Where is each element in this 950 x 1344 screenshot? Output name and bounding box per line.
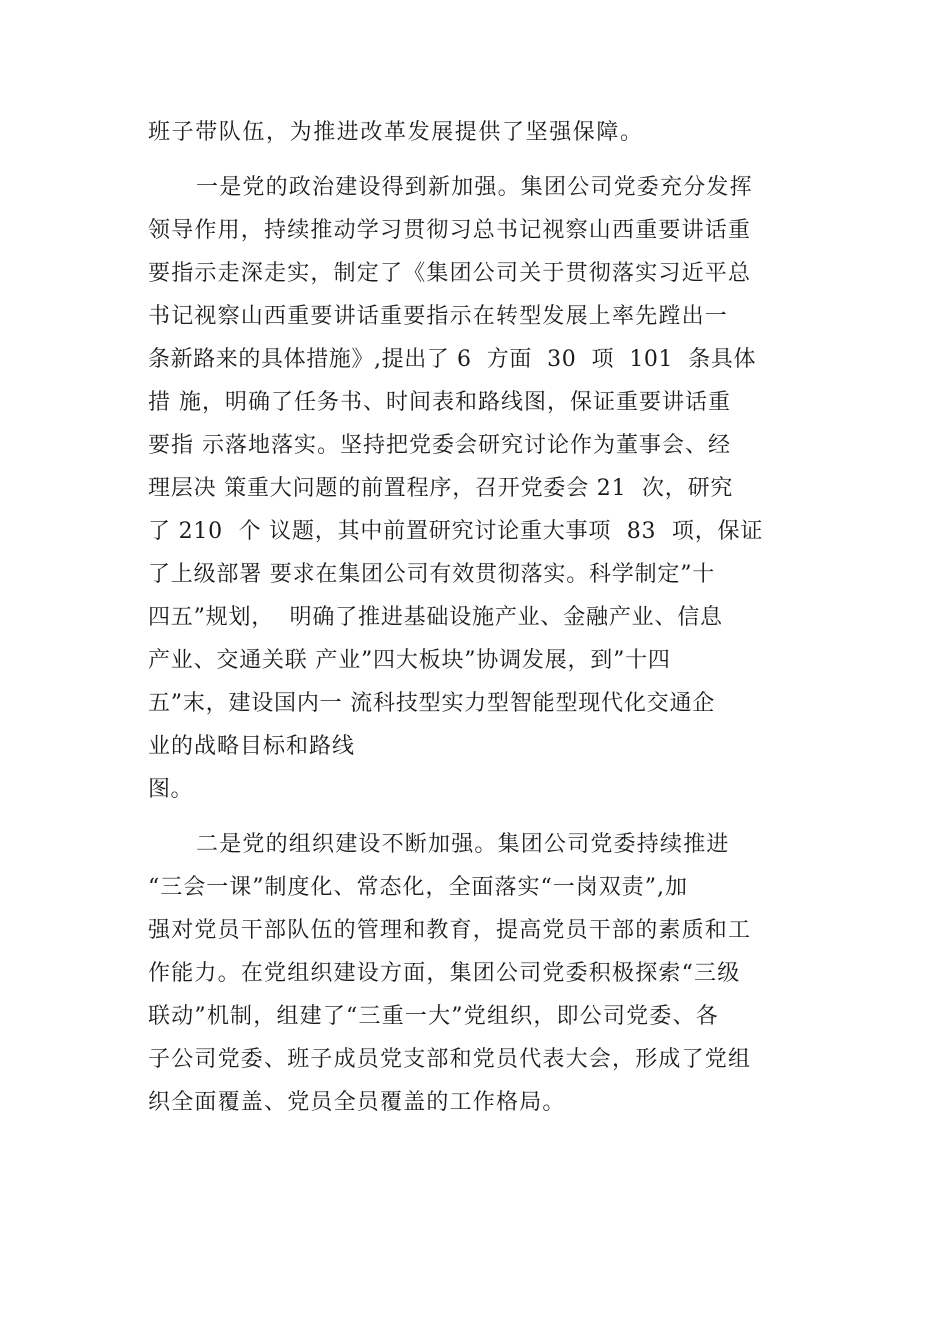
text-line: 五”末，建设国内一 流科技型实力型智能型现代化交通企	[148, 691, 716, 716]
text-line: 要指示走深走实，制定了《集团公司关于贯彻落实习近平总	[148, 261, 752, 286]
text-line: 了 210 个 议题，其中前置研究讨论重大事项 83 项，保证	[148, 519, 764, 544]
text-line: 强对党员干部队伍的管理和教育，提高党员干部的素质和工	[148, 918, 752, 943]
text-line: 领导作用，持续推动学习贯彻习总书记视察山西重要讲话重	[148, 218, 752, 243]
text-line: 业的战略目标和路线	[148, 734, 356, 759]
paragraph-start-line: 一是党的政治建设得到新加强。集团公司党委充分发挥	[196, 175, 753, 200]
text-line: 条新路来的具体措施》,提出了 6 方面 30 项 101 条具体	[148, 347, 757, 372]
text-line: 图。	[148, 777, 194, 802]
text-line: 产业、交通关联 产业”四大板块”协调发展，到”十四	[148, 648, 671, 673]
text-line: 理层决 策重大问题的前置程序，召开党委会 21 次，研究	[148, 476, 734, 501]
text-line: 联动”机制，组建了“三重一大”党组织，即公司党委、各	[148, 1004, 719, 1029]
text-line: 子公司党委、班子成员党支部和党员代表大会，形成了党组	[148, 1047, 752, 1072]
text-line: 作能力。在党组织建设方面，集团公司党委积极探索“三级	[148, 961, 741, 986]
text-line: 要指 示落地落实。坚持把党委会研究讨论作为董事会、经	[148, 433, 731, 458]
text-line: 四五”规划， 明确了推进基础设施产业、金融产业、信息	[148, 605, 723, 630]
text-line: 了上级部署 要求在集团公司有效贯彻落实。科学制定”十	[148, 562, 716, 587]
text-line: 书记视察山西重要讲话重要指示在转型发展上率先蹚出一	[148, 304, 729, 329]
text-line: 班子带队伍，为推进改革发展提供了坚强保障。	[148, 120, 644, 145]
paragraph-start-line: 二是党的组织建设不断加强。集团公司党委持续推进	[196, 832, 730, 857]
text-line: “三会一课”制度化、常态化，全面落实“一岗双责”,加	[148, 875, 688, 900]
text-line: 措 施，明确了任务书、时间表和路线图，保证重要讲话重	[148, 390, 731, 415]
text-line: 织全面覆盖、党员全员覆盖的工作格局。	[148, 1090, 566, 1115]
